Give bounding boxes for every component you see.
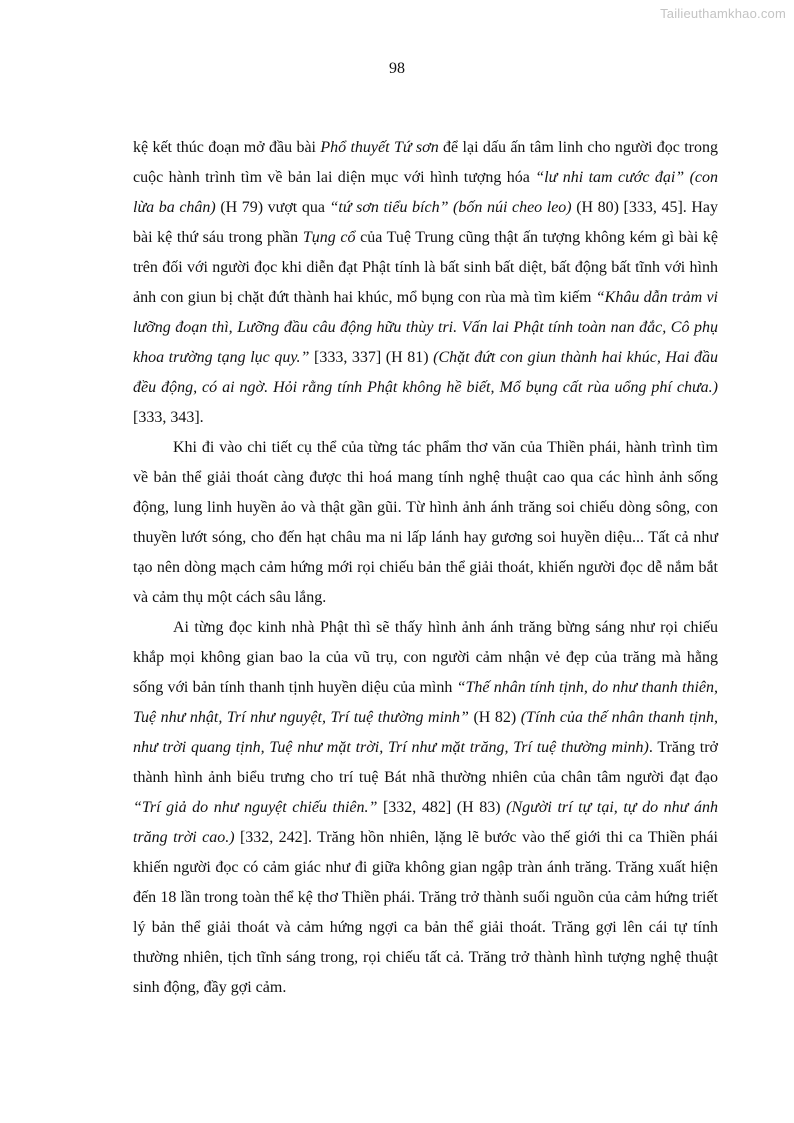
paragraph <box>133 613 718 1003</box>
text-run: Ai từng đọc kinh nhà Phật thì sẽ thấy hình ảnh ánh trăng bừng sáng như rọi chiếu khắp mọi không gian bao la của vũ trụ, con người cảm nhận vẻ đẹp của trăng mà hằng sống với bản tính thanh tịnh huyền diệu của mình <box>133 619 718 696</box>
text-run: [333, 343]. <box>133 409 204 426</box>
italic-text-run: “lư nhi tam cước đại” (con lừa ba chân) <box>133 169 718 216</box>
italic-text-run: “Thế nhân tính tịnh, do như thanh thiên, Tuệ như nhật, Trí như nguyệt, Trí tuệ thường minh” <box>133 679 719 726</box>
text-run: để lại dấu ấn tâm linh cho người đọc trong cuộc hành trình tìm về bản lai diện mục với hình tượng hóa <box>133 139 719 186</box>
text-run: [333, 337] (H 81) <box>309 349 434 366</box>
italic-text-run: Tụng cổ <box>302 229 356 246</box>
text-run: kệ kết thúc đoạn mở đầu bài <box>133 139 321 156</box>
italic-text-run: (Tính của thế nhân thanh tịnh, như trời quang tịnh, Tuệ như mặt trời, Trí như mặt trăng, Trí tuệ thường minh) <box>133 709 718 756</box>
italic-text-run: “Khâu dẫn trảm vi lưỡng đoạn thì, Lưỡng đầu câu động hữu thùy tri. Vấn lai Phật tính toàn nan đắc, Cô phụ khoa trường tạng lục quy.” <box>133 289 719 366</box>
text-run: [332, 482] (H 83) <box>377 799 507 816</box>
watermark-text: Tailieuthamkhao.com <box>660 6 786 21</box>
italic-text-run: Phổ thuyết Tứ sơn <box>320 139 439 156</box>
paragraph <box>133 433 718 613</box>
page-number: 98 <box>389 60 405 77</box>
document-body <box>133 133 718 1003</box>
text-run: (H 79) vượt qua <box>215 199 330 216</box>
text-run: (H 80) [333, 45]. Hay bài kệ thứ sáu trong phần <box>133 199 719 246</box>
paragraph <box>133 133 718 433</box>
text-run: . Trăng trở thành hình ảnh biểu trưng cho trí tuệ Bát nhã thường nhiên của chân tâm người đạt đạo <box>133 739 718 786</box>
text-run: [332, 242]. Trăng hồn nhiên, lặng lẽ bước vào thế giới thi ca Thiền phái khiến người đọc có cảm giác như đi giữa không gian ngập tràn ánh trăng. Trăng xuất hiện đến 18 lần trong toàn thể kệ thơ Thiền phái. Trăng trở thành suối nguồn của cảm hứng triết lý bản thể giải thoát và cảm hứng ngợi ca bản thể giải thoát. Trăng gợi lên cái tự tính thường nhiên, tịch tĩnh sáng trong, rọi chiếu tất cả. Trăng trở thành hình tượng nghệ thuật sinh động, đầy gợi cảm. <box>133 829 718 996</box>
italic-text-run: “tứ sơn tiểu bích” (bốn núi cheo leo) <box>329 199 572 216</box>
italic-text-run: “Trí giả do như nguyệt chiếu thiên.” <box>133 799 378 816</box>
text-run: của Tuệ Trung cũng thật ấn tượng không kém gì bài kệ trên đối với người đọc khi diễn đạt Phật tính là bất sinh bất diệt, bất động bất tĩnh với hình ảnh con giun bị chặt đứt thành hai khúc, mổ bụng con rùa mà tìm kiếm <box>133 229 719 306</box>
text-run: Khi đi vào chi tiết cụ thể của từng tác phẩm thơ văn của Thiền phái, hành trình tìm về bản thể giải thoát càng được thi hoá mang tính nghệ thuật cao qua các hình ảnh sống động, lung linh huyền ảo và thật gần gũi. Từ hình ảnh ánh trăng soi chiếu dòng sông, con thuyền lướt sóng, cho đến hạt châu ma ni lấp lánh hay gương soi huyền diệu... Tất cả như tạo nên dòng mạch cảm hứng mới rọi chiếu bản thể giải thoát, khiến người đọc dễ nắm bắt và cảm thụ một cách sâu lắng. <box>133 439 718 606</box>
italic-text-run: (Người trí tự tại, tự do như ánh trăng trời cao.) <box>133 799 718 846</box>
text-run: (H 82) <box>468 709 521 726</box>
italic-text-run: (Chặt đứt con giun thành hai khúc, Hai đầu đều động, có ai ngờ. Hỏi rằng tính Phật không hề biết, Mổ bụng cất rùa uổng phí chưa.) <box>133 349 718 396</box>
